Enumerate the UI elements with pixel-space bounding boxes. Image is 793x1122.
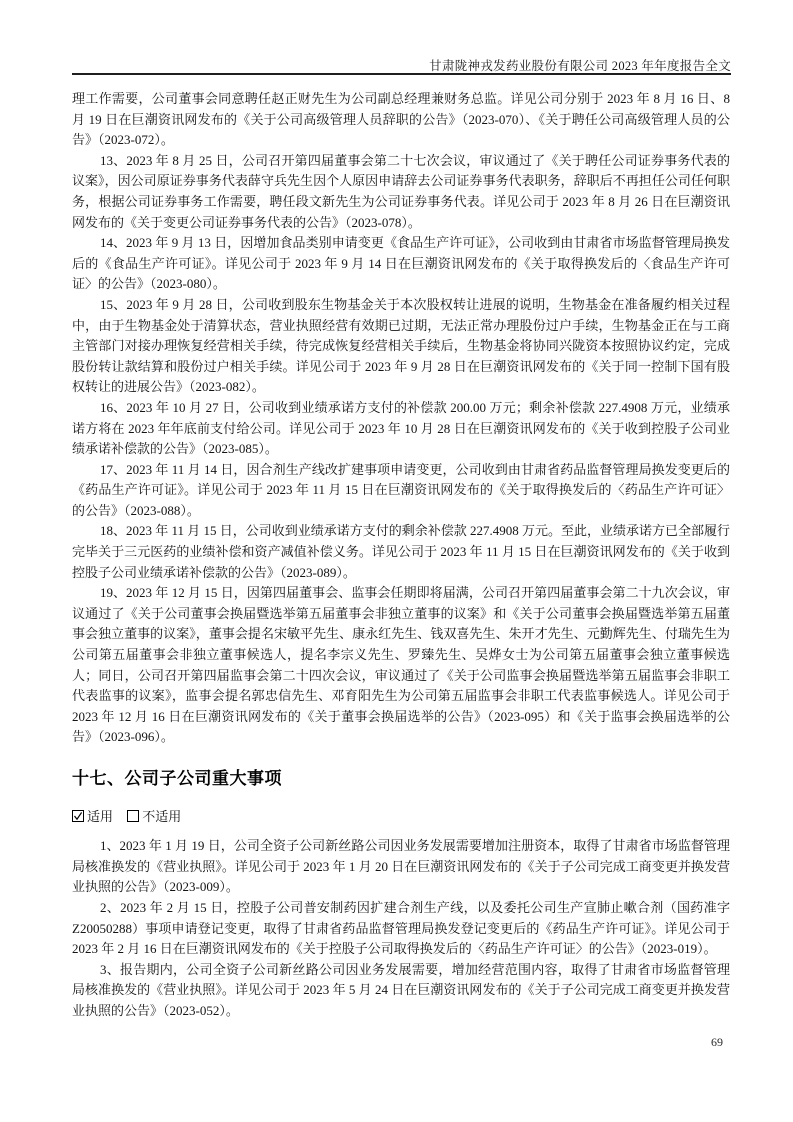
paragraph-continued: 理工作需要，公司董事会同意聘任赵正财先生为公司副总经理兼财务总监。详见公司分别于 2023 年 8 月 16 日、8 月 19 日在巨潮资讯网发布的《关于公司高级管理人员辞职的公告》（2023-070）、《关于聘任公司高级管理人员的公告》（2023-072）。	[72, 91, 730, 148]
paragraph-item-18: 18、2023 年 11 月 15 日，公司收到业绩承诺方支付的剩余补偿款 227.4908 万元。至此，业绩承诺方已全部履行完毕关于三元医药的业绩补偿和资产减值补偿义务。详见公司于 2023 年 11 月 15 日在巨潮资讯网发布的《关于收到控股子公司业绩承诺补偿款的公告》（2023-089）。	[72, 523, 730, 580]
report-header-title: 甘肃陇神戎发药业股份有限公司 2023 年年度报告全文	[429, 59, 731, 73]
paragraph-subsidiary-2: 2、2023 年 2 月 15 日，控股子公司普安制药因扩建合剂生产线，以及委托公司生产宣肺止嗽合剂（国药准字Z20050288）事项申请登记变更，取得了甘肃省药品监督管理局换发登记变更后的《药品生产许可证》。详见公司于 2023 年 2 月 16 日在巨潮资讯网发布的《关于控股子公司取得换发后的〈药品生产许可证〉的公告》（2023-019）。	[72, 899, 730, 957]
paragraph-item-16: 16、2023 年 10 月 27 日，公司收到业绩承诺方支付的补偿款 200.00 万元；剩余补偿款 227.4908 万元，业绩承诺方将在 2023 年年底前支付给公司。详见公司于 2023 年 10 月 28 日在巨潮资讯网发布的《关于收到控股子公司业绩承诺补偿款的公告》（2023-085）。	[72, 399, 730, 457]
paragraph-item-15: 15、2023 年 9 月 28 日，公司收到股东生物基金关于本次股权转让进展的说明，生物基金在准备履约相关过程中，由于生物基金处于清算状态，营业执照经营有效期已过期，无法正常办理股份过户手续，生物基金正在与工商主管部门对接办理恢复经营相关手续，待完成恢复经营相关手续后，生物基金将协同兴陇资本按照协议约定，完成股份转让款结算和股份过户相关手续。详见公司于 2023 年 9 月 28 日在巨潮资讯网发布的《关于同一控制下国有股权转让的进展公告》（2023-082）。	[72, 296, 730, 395]
section-heading-subsidiary-matters: 十七、公司子公司重大事项	[72, 769, 282, 788]
paragraph-item-19: 19、2023 年 12 月 15 日，因第四届董事会、监事会任期即将届满，公司召开第四届董事会第二十九次会议，审议通过了《关于公司董事会换届暨选举第五届董事会非独立董事的议案》和《关于公司董事会换届暨选举第五届董事会独立董事的议案》，董事会提名宋敏平先生、康永红先生、钱双喜先生、朱开才先生、元勤辉先生、付瑞先生为公司第五届董事会非独立董事候选人，提名李宗义先生、罗臻先生、吴烨女士为公司第五届董事会独立董事候选人；同日，公司召开第四届监事会第二十四次会议，审议通过了《关于公司监事会换届暨选举第五届监事会非职工代表监事的议案》，监事会提名郭忠信先生、邓育阳先生为公司第五届监事会非职工代表监事候选人。详见公司于 2023 年 12 月 16 日在巨潮资讯网发布的《关于董事会换届选举的公告》（2023-095）和《关于监事会换届选举的公告》（2023-096）。	[72, 585, 730, 745]
page-number: 69	[711, 1035, 723, 1049]
checked-checkbox-icon	[72, 810, 84, 822]
page-header	[72, 56, 731, 74]
applicable-label: 适用	[87, 808, 114, 824]
paragraph-item-14: 14、2023 年 9 月 13 日，因增加食品类别申请变更《食品生产许可证》，公司收到由甘肃省市场监督管理局换发后的《食品生产许可证》。详见公司于 2023 年 9 月 14 日在巨潮资讯网发布的《关于取得换发后的〈食品生产许可证〉的公告》（2023-080）。	[72, 235, 730, 292]
header-divider	[72, 73, 731, 75]
paragraph-item-13: 13、2023 年 8 月 25 日，公司召开第四届董事会第二十七次会议，审议通过了《关于聘任公司证券事务代表的议案》，因公司原证券事务代表薛守兵先生因个人原因申请辞去公司证券事务代表职务，辞职后不再担任公司任何职务，根据公司证券事务工作需要，聘任段文新先生为公司证券事务代表。详见公司于 2023 年 8 月 26 日在巨潮资讯网发布的《关于变更公司证券事务代表的公告》（2023-078）。	[72, 152, 730, 230]
not-applicable-label: 不适用	[142, 808, 182, 824]
page-footer	[711, 1035, 723, 1050]
paragraph-subsidiary-3: 3、报告期内，公司全资子公司新丝路公司因业务发展需要，增加经营范围内容，取得了甘肃省市场监督管理局核准换发的《营业执照》。详见公司于 2023 年 5 月 24 日在巨潮资讯网发布的《关于子公司完成工商变更并换发营业执照的公告》（2023-052）。	[72, 961, 730, 1018]
paragraph-item-17: 17、2023 年 11 月 14 日，因合剂生产线改扩建事项申请变更，公司收到由甘肃省药品监督管理局换发变更后的《药品生产许可证》。详见公司于 2023 年 11 月 15 日在巨潮资讯网发布的《关于取得换发后的〈药品生产许可证〉的公告》（2023-088）。	[72, 461, 730, 518]
applicability-row	[72, 807, 730, 828]
paragraph-subsidiary-1: 1、2023 年 1 月 19 日，公司全资子公司新丝路公司因业务发展需要增加注册资本，取得了甘肃省市场监督管理局核准换发的《营业执照》。详见公司于 2023 年 1 月 20 日在巨潮资讯网发布的《关于子公司完成工商变更并换发营业执照的公告》（2023-009）。	[72, 838, 730, 895]
unchecked-checkbox-icon	[127, 810, 139, 822]
page-content	[72, 89, 730, 1022]
